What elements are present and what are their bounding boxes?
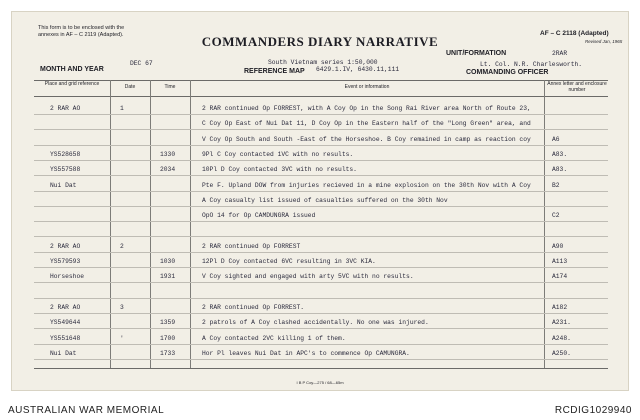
cell-event: A Coy casualty list issued of casualties suffered on the 30th Nov: [202, 196, 448, 204]
cell-annex: A83.: [552, 166, 568, 174]
archive-id: RCDIG1029940: [554, 405, 632, 416]
cell-date: 3: [120, 303, 124, 311]
table-row: [34, 117, 608, 131]
row-rule: [34, 145, 608, 146]
table-row: [34, 316, 608, 330]
cell-annex: B2: [552, 181, 560, 189]
cell-date: ': [120, 334, 124, 342]
cell-event: C Coy Op East of Nui Dat 11, D Coy Op in the Eastern half of the "Long Green" area, and: [202, 120, 531, 128]
row-rule: [34, 221, 608, 222]
cell-annex: A231.: [552, 319, 571, 327]
revision-date: Revised Jan, 1965: [585, 39, 623, 44]
row-rule: [34, 282, 608, 283]
cell-place: Horseshoe: [50, 273, 85, 281]
enclosure-note-line1: This form is to be enclosed with the: [38, 25, 125, 31]
table-row: [34, 102, 608, 116]
commanding-officer-label: COMMANDING OFFICER: [466, 69, 549, 76]
row-rule: [34, 175, 608, 176]
row-rule: [34, 160, 608, 161]
table-row: [34, 163, 608, 177]
table-row: [34, 270, 608, 284]
table-row: [34, 240, 608, 254]
reference-map-value: 6429.1.IV, 6430.11,111: [316, 66, 400, 73]
table-row: [34, 179, 608, 193]
row-rule: [34, 328, 608, 329]
cell-event: 12Pl D Coy contacted 6VC resulting in 3VC KIA.: [202, 258, 376, 265]
cell-place: Nui Dat: [50, 181, 77, 189]
commanding-officer-name: Lt. Col. N.R. Charlesworth.: [480, 61, 583, 68]
row-rule: [34, 236, 608, 237]
cell-place: YS528658: [50, 150, 81, 158]
cell-place: 2 RAR AO: [50, 105, 81, 112]
reference-map-label: REFERENCE MAP: [244, 68, 305, 75]
cell-time: 1700: [160, 334, 176, 342]
cell-event: 2 patrols of A Coy clashed accidentally. No one was injured.: [202, 319, 429, 327]
cell-time: 2034: [160, 166, 176, 174]
row-rule: [34, 191, 608, 192]
table-row: [34, 209, 608, 223]
row-rule: [34, 359, 608, 360]
cell-time: 1330: [160, 150, 176, 158]
cell-event: Hor Pl leaves Nui Dat in APC's to commence Op CAMUNGRA.: [202, 349, 410, 357]
unit-value: 2RAR: [552, 50, 568, 57]
cell-place: YS551648: [50, 334, 81, 342]
cell-annex: A6: [552, 135, 560, 143]
row-rule: [34, 129, 608, 130]
month-value: DEC 67: [130, 60, 153, 67]
cell-annex: C2: [552, 212, 560, 220]
table-row: [34, 148, 608, 162]
form-reference: AF – C 2118 (Adapted): [540, 30, 609, 37]
cell-annex: A113: [552, 258, 568, 265]
cell-event: 10Pl D Coy contacted 3VC with no results.: [202, 166, 357, 174]
row-rule: [34, 298, 608, 299]
map-series: South Vietnam series 1:50,000: [268, 59, 378, 66]
table-bottom-border: [34, 368, 608, 369]
table-row: [34, 301, 608, 315]
cell-date: 1: [120, 105, 124, 112]
row-rule: [34, 313, 608, 314]
row-rule: [34, 206, 608, 207]
column-header-date: Date: [124, 84, 136, 90]
cell-annex: A182: [552, 303, 568, 311]
table-row: [34, 286, 608, 300]
table-row: [34, 332, 608, 346]
row-rule: [34, 252, 608, 253]
cell-place: YS549644: [50, 319, 81, 327]
enclosure-note-line2: annexes in AF – C 2119 (Adapted).: [38, 32, 124, 38]
cell-event: V Coy Op South and South -East of the Horseshoe. B Coy remained in camp as reaction coy: [202, 135, 531, 143]
table-row: [34, 224, 608, 238]
table-header-border: [34, 96, 608, 97]
cell-event: 9Pl C Coy contacted 1VC with no results.: [202, 150, 354, 158]
column-header-annex: Annex letter and enclosure number: [547, 81, 607, 93]
document-title: COMMANDERS DIARY NARRATIVE: [201, 34, 439, 49]
cell-annex: A250.: [552, 349, 571, 357]
table-row: [34, 347, 608, 361]
cell-place: 2 RAR AO: [50, 303, 81, 311]
cell-annex: A90: [552, 242, 564, 250]
cell-time: 1030: [160, 258, 176, 265]
cell-place: YS579593: [50, 258, 81, 265]
cell-time: 1733: [160, 349, 176, 357]
column-header-place: Place and grid reference: [44, 81, 100, 87]
unit-label: UNIT/FORMATION: [446, 50, 507, 57]
cell-date: 2: [120, 242, 124, 250]
cell-event: OpO 14 for Op CAMDUNGRA issued: [202, 212, 316, 220]
cell-event: 2 RAR continued Op FORREST: [202, 242, 301, 250]
printer-code: I B P Coy—275 / 68—65m: [296, 380, 344, 385]
cell-event: 2 RAR continued Op FORREST, with A Coy Op in the Song Rai River area North of Route 23,: [202, 105, 531, 112]
cell-annex: A248.: [552, 334, 571, 342]
column-header-time: Time: [164, 84, 176, 90]
cell-time: 1931: [160, 273, 176, 281]
column-header-event: Event or information: [344, 84, 390, 90]
cell-annex: A174: [552, 273, 568, 281]
cell-time: 1359: [160, 319, 176, 327]
cell-place: Nui Dat: [50, 349, 77, 357]
cell-event: Pte F. Upland DOW from injuries recieved in a mine explosion on the 30th Nov with A Coy: [202, 181, 531, 189]
row-rule: [34, 114, 608, 115]
month-label: MONTH AND YEAR: [40, 66, 104, 73]
row-rule: [34, 344, 608, 345]
cell-event: V Coy sighted and engaged with arty 5VC with no results.: [202, 273, 414, 281]
table-row: [34, 255, 608, 269]
cell-place: YS557588: [50, 166, 81, 174]
row-rule: [34, 267, 608, 268]
cell-place: 2 RAR AO: [50, 242, 81, 250]
cell-event: 2 RAR continued Op FORREST.: [202, 303, 305, 311]
archive-caption: AUSTRALIAN WAR MEMORIAL: [8, 405, 165, 416]
cell-annex: A83.: [552, 150, 568, 158]
table-top-border: [34, 80, 608, 81]
cell-event: A Coy contacted 2VC killing 1 of them.: [202, 334, 346, 342]
table-row: [34, 133, 608, 147]
table-row: [34, 194, 608, 208]
